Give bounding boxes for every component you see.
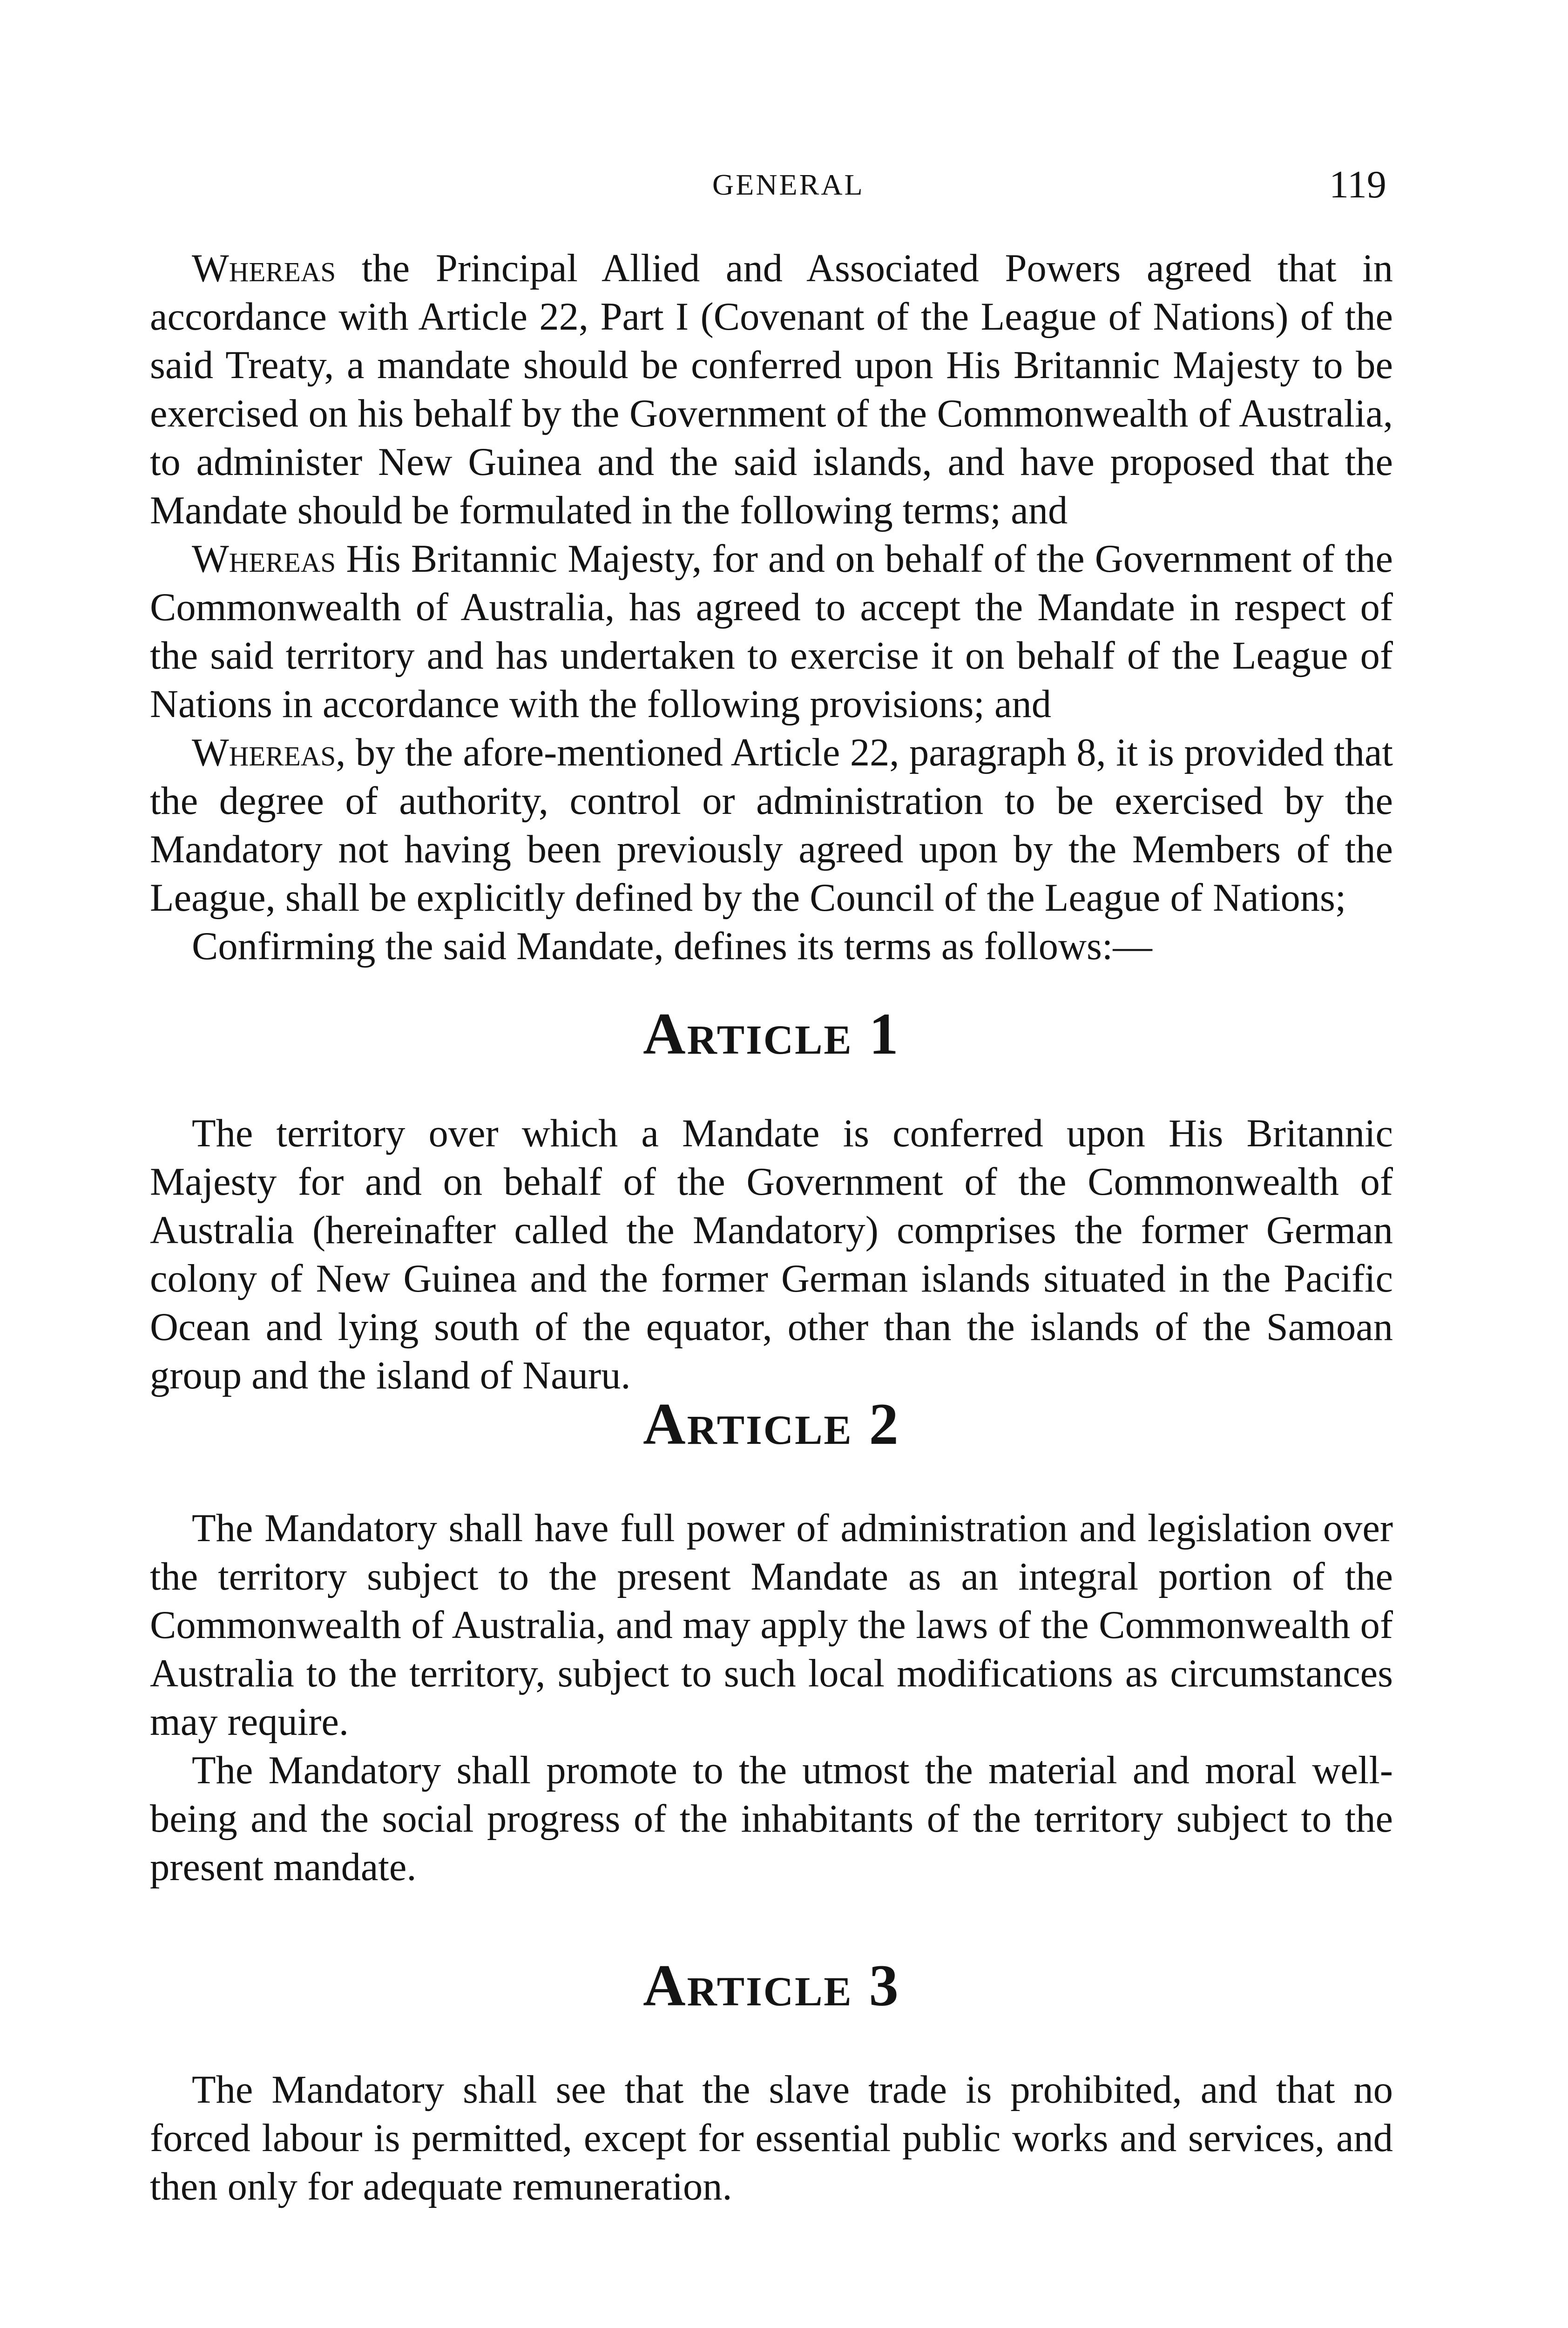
article-1-paragraph: The territory over which a Mandate is conferred upon His Britannic Majesty for and on behalf of the Government of the Commonwealth of Australia (hereinafter called the Mandatory) comprises the former German colony of New Guinea and the former German islands situated in the Pacific Ocean and lying south of the equator, other than the islands of the Samoan group and the island of Nauru. xyxy=(150,1112,1393,1397)
body-text xyxy=(150,244,1393,2211)
whereas-lead: Whereas xyxy=(192,537,336,581)
article-2-heading: Article 2 xyxy=(643,1392,900,1457)
whereas-paragraph-2 xyxy=(150,535,1393,729)
whereas-lead: Whereas xyxy=(192,731,336,774)
article-1-heading: Article 1 xyxy=(643,1002,900,1067)
confirming-paragraph: Confirming the said Mandate, defines its terms as follows:— xyxy=(192,925,1152,968)
article-2-paragraph-2: The Mandatory shall promote to the utmost the material and moral well-being and the social progress of the inhabitants of the territory subject to the present mandate. xyxy=(150,1749,1393,1889)
running-head: GENERAL xyxy=(712,168,865,201)
article-3-paragraph: The Mandatory shall see that the slave trade is prohibited, and that no forced labour is permitted, except for essential public works and services, and then only for adequate remuneration. xyxy=(150,2068,1393,2208)
paragraph-text: the Principal Allied and Associated Powers agreed that in accordance with Article 22, Part I (Covenant of the League of Nations) of the said Treaty, a mandate should be conferred upon His Britannic Majesty to be exercised on his behalf by the Government of the Commonwealth of Australia, to administer New Guinea and the said islands, and have proposed that the Mandate should be formulated in the following terms; and xyxy=(150,247,1393,532)
paragraph-text: His Britannic Majesty, for and on behalf of the Government of the Commonwealth of Australia, has agreed to accept the Mandate in respect of the said territory and has undertaken to exercise it on behalf of the League of Nations in accordance with the following provisions; and xyxy=(150,537,1393,726)
page-number: 119 xyxy=(1329,163,1386,206)
whereas-paragraph-1 xyxy=(150,244,1393,535)
article-2-paragraph-1: The Mandatory shall have full power of administration and legislation over the territory subject to the present Mandate as an integral portion of the Commonwealth of Australia, and may apply the laws of the Commonwealth of Australia to the territory, subject to such local modifications as circumstances may require. xyxy=(150,1507,1393,1744)
whereas-lead: Whereas xyxy=(192,247,336,290)
article-3-heading: Article 3 xyxy=(643,1953,900,2018)
whereas-paragraph-3 xyxy=(150,729,1393,922)
paragraph-text: , by the afore-mentioned Article 22, paragraph 8, it is provided that the degree of authority, control or administration to be exercised by the Mandatory not having been previously agreed upon by the Members of the League, shall be explicitly defined by the Council of the League of Nations; xyxy=(150,731,1393,920)
